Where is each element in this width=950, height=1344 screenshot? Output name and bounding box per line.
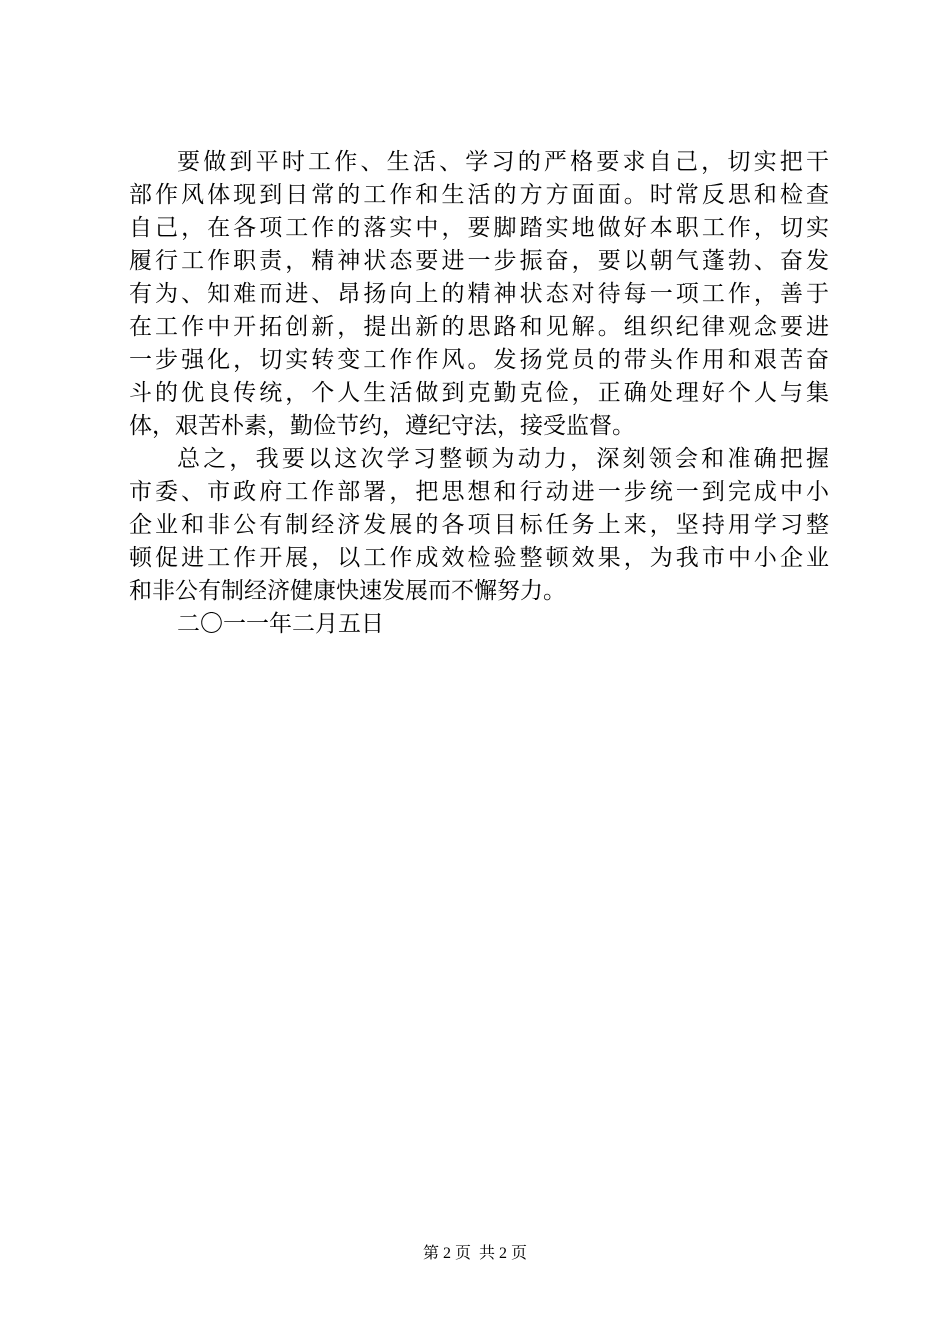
- paragraph-1-line-9: 体，艰苦朴素，勤俭节约，遵纪守法，接受监督。: [129, 413, 635, 439]
- paragraph-2-line-1: 总之，我要以这次学习整顿为动力，深刻领会和准确把握: [177, 446, 829, 472]
- paragraph-2-line-4: 顿促进工作开展，以工作成效检验整顿效果，为我市中小企业: [129, 545, 829, 571]
- paragraph-2-line-3: 企业和非公有制经济发展的各项目标任务上来，坚持用学习整: [129, 512, 829, 538]
- paragraph-2-line-5: 和非公有制经济健康快速发展而不懈努力。: [129, 578, 566, 604]
- paragraph-1-line-4: 履行工作职责，精神状态要进一步振奋，要以朝气蓬勃、奋发: [129, 248, 829, 274]
- paragraph-1-line-8: 斗的优良传统，个人生活做到克勤克俭，正确处理好个人与集: [129, 380, 829, 406]
- document-date: 二〇一一年二月五日: [177, 611, 384, 637]
- paragraph-1-line-1: 要做到平时工作、生活、学习的严格要求自己，切实把干: [177, 149, 829, 175]
- document-body: [129, 146, 829, 641]
- paragraph-1-line-6: 在工作中开拓创新，提出新的思路和见解。组织纪律观念要进: [129, 314, 829, 340]
- paragraph-1-line-5: 有为、知难而进、昂扬向上的精神状态对待每一项工作，善于: [129, 281, 829, 307]
- paragraph-2-line-2: 市委、市政府工作部署，把思想和行动进一步统一到完成中小: [129, 479, 829, 505]
- paragraph-1-line-7: 一步强化，切实转变工作作风。发扬党员的带头作用和艰苦奋: [129, 347, 829, 373]
- page-number-label: 第 2 页 共 2 页: [422, 1245, 527, 1262]
- paragraph-1-line-2: 部作风体现到日常的工作和生活的方方面面。时常反思和检查: [129, 182, 829, 208]
- page-footer: [0, 1243, 950, 1265]
- paragraph-1-line-3: 自己，在各项工作的落实中，要脚踏实地做好本职工作，切实: [129, 215, 829, 241]
